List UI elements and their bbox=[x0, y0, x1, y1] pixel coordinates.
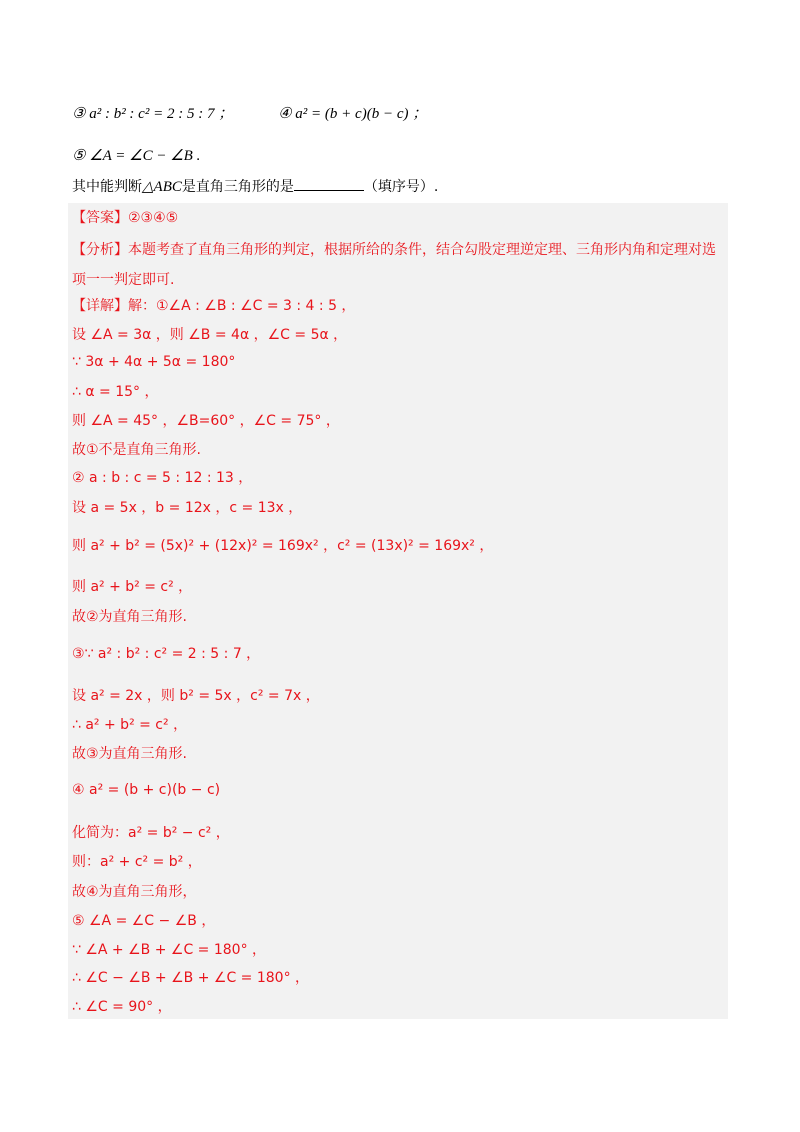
question-items-3-4 bbox=[72, 104, 427, 124]
detail-line: ∴ ∠C − ∠B + ∠B + ∠C = 180° ， bbox=[72, 970, 310, 986]
prompt-after: 是直角三角形的是 bbox=[181, 179, 294, 195]
detail-line: ∵ 3α + 4α + 5α = 180° bbox=[72, 354, 236, 370]
detail-line: 化简为：a² = b² − c² ， bbox=[72, 825, 230, 841]
analysis-line-1: 【分析】本题考查了直角三角形的判定，根据所给的条件，结合勾股定理逆定理、三角形内角和定理对选 bbox=[72, 242, 716, 258]
detail-line: 故②为直角三角形. bbox=[72, 609, 188, 625]
detail-line: ③∵ a² : b² : c² = 2 : 5 : 7 ， bbox=[72, 646, 261, 662]
detail-line: ④ a² = (b + c)(b − c) bbox=[72, 782, 221, 798]
detail-line: 【详解】解：①∠A : ∠B : ∠C = 3 : 4 : 5 ， bbox=[72, 298, 356, 314]
detail-line: 则 ∠A = 45° ，∠B=60° ，∠C = 75° ， bbox=[72, 413, 340, 429]
analysis-line-2: 项一一判定即可. bbox=[72, 272, 175, 288]
detail-line: ∴ ∠C = 90° ， bbox=[72, 999, 172, 1015]
detail-line: 故③为直角三角形. bbox=[72, 746, 188, 762]
detail-line: ∴ α = 15° ， bbox=[72, 384, 159, 400]
detail-line: 则 a² + b² = (5x)² + (12x)² = 169x² ，c² = (13x)² = 169x² ， bbox=[72, 538, 494, 554]
detail-line: ② a : b : c = 5 : 12 : 13 ， bbox=[72, 470, 253, 486]
detail-line: 设 a = 5x ，b = 12x ，c = 13x ， bbox=[72, 500, 303, 516]
answer-line: 【答案】②③④⑤ bbox=[72, 210, 179, 226]
detail-line: ∴ a² + b² = c² ， bbox=[72, 717, 188, 733]
question-item-4: ④ a² = (b + c)(b − c) ； bbox=[278, 106, 428, 122]
question-item-5: ⑤ ∠A = ∠C − ∠B . bbox=[72, 148, 201, 164]
detail-line: 故④为直角三角形， bbox=[72, 884, 197, 900]
detail-line: 设 a² = 2x ，则 b² = 5x ，c² = 7x ， bbox=[72, 688, 320, 704]
prompt-before: 其中能判断 bbox=[72, 179, 142, 195]
answer-blank bbox=[294, 176, 364, 191]
question-item-5-row bbox=[72, 146, 200, 166]
detail-line: ⑤ ∠A = ∠C − ∠B ， bbox=[72, 913, 216, 929]
question-item-3: ③ a² : b² : c² = 2 : 5 : 7 ； bbox=[72, 106, 234, 122]
prompt-tail: （填序号）. bbox=[363, 179, 439, 195]
prompt-triangle: △ABC bbox=[142, 179, 182, 195]
question-prompt bbox=[72, 176, 438, 197]
detail-line: ∵ ∠A + ∠B + ∠C = 180° ， bbox=[72, 942, 267, 958]
detail-line: 则：a² + c² = b² ， bbox=[72, 854, 202, 870]
detail-line: 则 a² + b² = c² ， bbox=[72, 579, 193, 595]
detail-line: 故①不是直角三角形. bbox=[72, 442, 202, 458]
detail-line: 设 ∠A = 3α ，则 ∠B = 4α ，∠C = 5α ， bbox=[72, 327, 348, 343]
